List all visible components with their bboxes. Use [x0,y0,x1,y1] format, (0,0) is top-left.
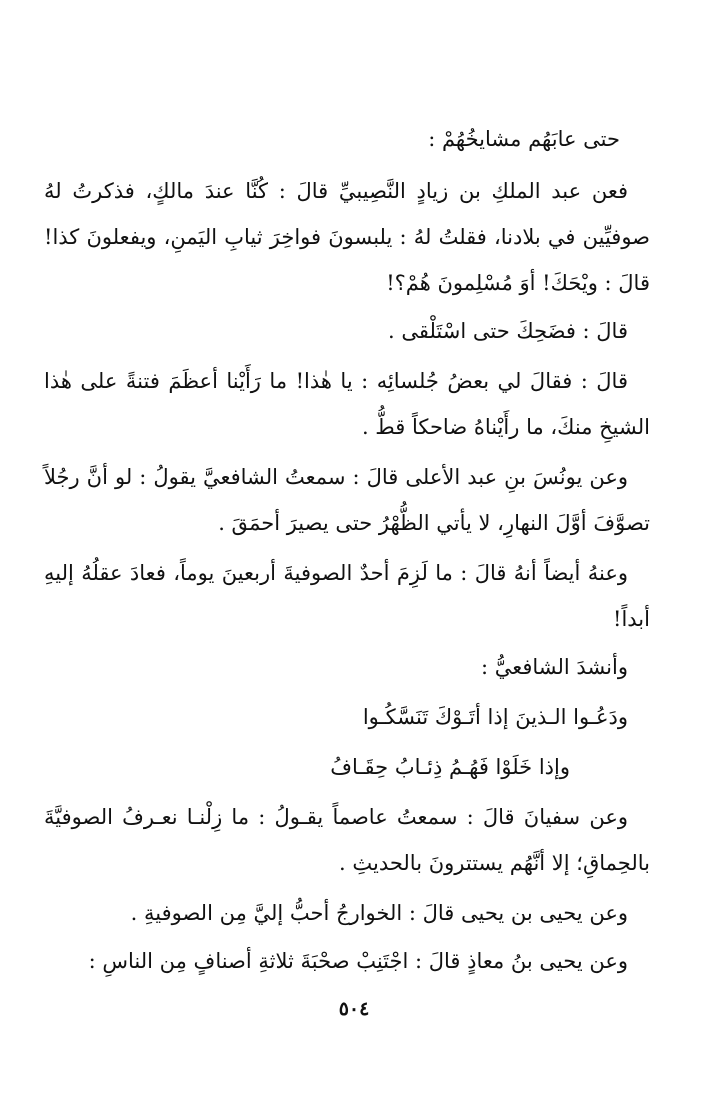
paragraph-line: بالحِماقِ؛ إلا أنَّهُم يستترونَ بالحديثِ . [339,851,650,875]
paragraph-line: أبداً! [613,607,650,631]
paragraph-line: قالَ : ويْحَكَ! أوَ مُسْلِمونَ هُمْ؟! [386,271,650,295]
paragraph-line: صوفيِّين في بلادنا، فقلتُ لهُ : يلبسونَ فواخِرَ ثيابِ اليَمنِ، ويفعلونَ كذا! [44,225,650,249]
paragraph-line: وعن يونُسَ بنِ عبد الأعلى قالَ : سمعتُ الشافعيَّ يقولُ : لو أنَّ رجُلاً [44,465,628,489]
paragraph-line: الشيخِ منكَ، ما رأَيْناهُ ضاحكاً قطُّ . [361,415,650,439]
paragraph-line: تصوَّفَ أوَّلَ النهارِ، لا يأتي الظُّهْرُ حتى يصيرَ أحمَقَ . [218,511,650,535]
poem-verse-second: وإذا خَلَوْا فَهُـمُ ذِئـابُ حِقَـافُ [330,755,570,779]
paragraph-line: فعن عبد الملكِ بن زيادٍ النَّصِيبيِّ قالَ : كُنَّا عندَ مالكٍ، فذكرتُ لهُ [44,179,628,203]
paragraph-line: قالَ : فقالَ لي بعضُ جُلسائِه : يا هٰذا! ما رَأَيْنا أعظَمَ فتنةً على هٰذا [44,369,628,393]
paragraph-line: وعن سفيانَ قالَ : سمعتُ عاصماً يقـولُ : ما زِلْنـا نعـرفُ الصوفيَّةَ [44,805,628,829]
paragraph-line: وعن يحيى بن يحيى قالَ : الخوارجُ أحبُّ إليَّ مِن الصوفيةِ . [130,901,628,925]
poem-verse-first: ودَعُـوا الـذينَ إذا أتَـوْكَ تَنَسَّكُـوا [362,705,628,729]
paragraph-line: وأنشدَ الشافعيُّ : [480,655,628,679]
paragraph-line: قالَ : فضَحِكَ حتى اسْتَلْقى . [388,319,628,343]
page-number: ٥٠٤ [338,998,370,1020]
paragraph-line: وعن يحيى بنُ معاذٍ قالَ : اجْتَنِبْ صحْبَةَ ثلاثةِ أصنافٍ مِن الناسِ : [88,949,628,973]
intro-line: حتى عابَهُم مشايخُهُمْ : [428,127,620,151]
paragraph-line: وعنهُ أيضاً أنهُ قالَ : ما لَزِمَ أحدٌ الصوفيةَ أربعينَ يوماً، فعادَ عقلُهُ إليهِ [44,561,628,585]
